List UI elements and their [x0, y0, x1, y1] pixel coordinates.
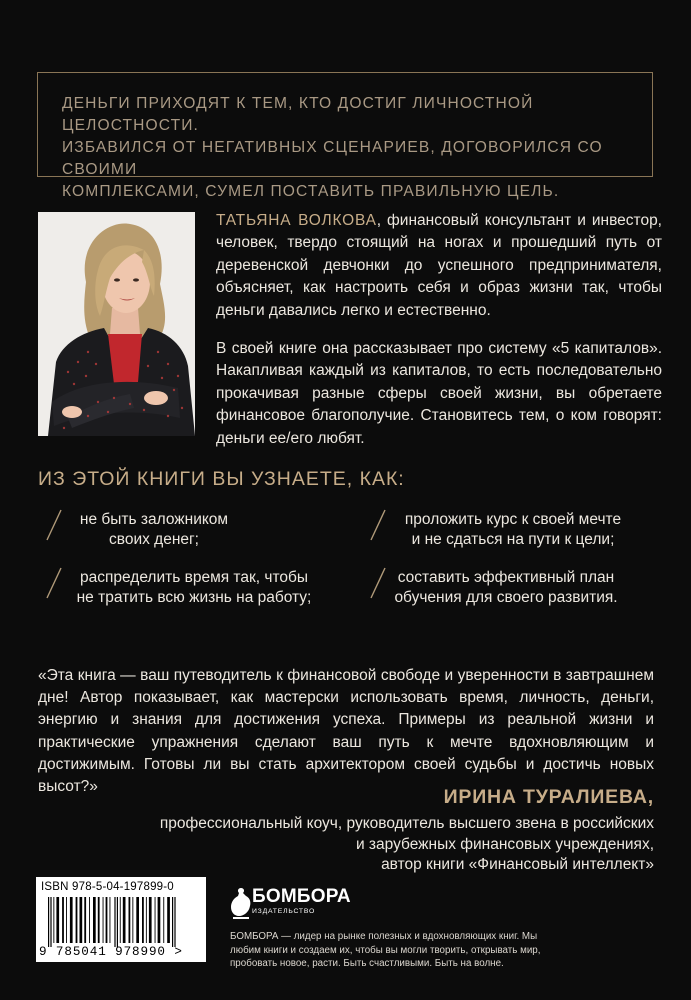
slash-icon [368, 566, 388, 600]
learn-item [386, 510, 640, 550]
barcode-bar [167, 897, 170, 943]
barcode-bar [146, 897, 147, 943]
learn-item-line: обучения для своего развития. [394, 589, 618, 606]
learn-item [56, 568, 332, 608]
epigraph-line: ДЕНЬГИ ПРИХОДЯТ К ТЕМ, КТО ДОСТИГ ЛИЧНОСТНОЙ ЦЕЛОСТНОСТИ. [62, 95, 534, 134]
barcode-bar [129, 897, 131, 943]
learn-item-line: своих денег; [109, 531, 199, 548]
author-bio [216, 210, 662, 466]
learn-item-line: не тратить всю жизнь на работу; [76, 589, 312, 606]
barcode-digits: 9 785041 978990 > [39, 945, 183, 959]
learn-item-line: распределить время так, чтобы [79, 569, 309, 586]
barcode-bar [136, 897, 139, 943]
bio-paragraph [216, 210, 662, 322]
slash-icon [368, 508, 388, 542]
barcode-bars [48, 897, 198, 947]
barcode-bar [70, 897, 73, 943]
isbn-label: ISBN 978-5-04-197899-0 [41, 881, 174, 893]
publisher-logo-subtitle: ИЗДАТЕЛЬСТВО [252, 908, 316, 915]
bio-paragraph-2: В своей книге она рассказывает про систему «5 капиталов». Накапливая каждый из капиталов, то есть последовательно прокачивая разные сферы своей жизни, вы обретаете финансовое благополучие. Становитесь тем, о ком говорят: деньги ее/его любят. [216, 340, 662, 447]
publisher-description: БОМБОРА — лидер на рынке полезных и вдохновляющих книг. Мы любим книги и создаем их, чтобы вы могли творить, открывать мир, пробовать новое, расти. Быть счастливыми. Быть на волне. [230, 931, 541, 969]
barcode-bar [80, 897, 83, 943]
barcode-bar [106, 897, 108, 943]
learn-item-line: составить эффективный план [397, 569, 615, 586]
learn-item [64, 510, 244, 550]
barcode-bar [56, 897, 59, 943]
epigraph-text [62, 93, 642, 203]
publisher-logo [230, 884, 350, 924]
barcode-bar [123, 897, 126, 943]
bio-paragraph-1-text: , финансовый консультант и инвестор, человек, твердо стоящий на ногах и прошедший путь от деревенской девчонки до успешного предпринимателя, объясняет, как настроить себя и образ жизни так, чтобы деньги давались легко и естественно. [216, 212, 662, 319]
review-quote: «Эта книга — ваш путеводитель к финансовой свободе и уверенности в завтрашнем дне! Автор показывает, как мастерски использовать время, личность, деньги, энергию и знания для достижения успеха. Примеры из реальной жизни и практические упражнения сделают ваш путь к мечте вдохновляющим и достижимым. Готовы ли вы стать архитектором своей судьбы и достичь новых высот?» [38, 667, 654, 796]
barcode-bar [48, 897, 49, 947]
barcode-bar [62, 897, 64, 943]
barcode-bar [84, 897, 86, 943]
publisher-logo-name: БОМБОРА [252, 886, 351, 907]
epigraph-line: КОМПЛЕКСАМИ, СУМЕЛ ПОСТАВИТЬ ПРАВИЛЬНУЮ ЦЕЛЬ. [62, 183, 560, 200]
barcode-bar [117, 897, 118, 947]
author-name: ТАТЬЯНА ВОЛКОВА [216, 212, 377, 229]
barcode-bar [93, 897, 96, 943]
barcode-bar [149, 897, 152, 943]
barcode-bar [155, 897, 156, 943]
learn-heading: ИЗ ЭТОЙ КНИГИ ВЫ УЗНАЕТЕ, КАК: [38, 468, 405, 490]
bomb-logo-icon [230, 884, 252, 920]
author-portrait-illustration [38, 212, 195, 436]
reviewer-name: ИРИНА ТУРАЛИЕВА, [443, 786, 654, 808]
barcode [36, 877, 206, 962]
barcode-bar [110, 897, 111, 943]
barcode-bar [98, 897, 100, 943]
slash-icon [44, 508, 64, 542]
barcode-bar [103, 897, 104, 943]
learn-item-line: проложить курс к своей мечте [404, 511, 622, 528]
reviewer-description-line: профессиональный коуч, руководитель высшего звена в российских [159, 815, 654, 832]
barcode-bar [142, 897, 144, 943]
barcode-bar [172, 897, 173, 947]
epigraph-frame [37, 72, 653, 200]
author-photo [38, 212, 195, 436]
barcode-bar [158, 897, 161, 943]
learn-item-line: и не сдаться на пути к цели; [411, 531, 615, 548]
barcode-bar [50, 897, 51, 947]
reviewer-description [134, 814, 654, 876]
barcode-bar [120, 897, 121, 943]
barcode-bar [132, 897, 133, 943]
learn-item-line: не быть заложником [79, 511, 229, 528]
barcode-bar [163, 897, 164, 943]
barcode-bar [174, 897, 175, 947]
barcode-bar [53, 897, 54, 943]
epigraph-line: ИЗБАВИЛСЯ ОТ НЕГАТИВНЫХ СЦЕНАРИЕВ, ДОГОВОРИЛСЯ СО СВОИМИ [62, 139, 603, 178]
reviewer-description-line: и зарубежных финансовых учреждениях, [355, 835, 654, 853]
barcode-bar [76, 897, 78, 943]
reviewer-description-line: автор книги «Финансовый интеллект» [381, 856, 654, 874]
barcode-bar [89, 897, 90, 943]
learn-item [386, 568, 626, 608]
barcode-bar [66, 897, 67, 943]
barcode-bar [114, 897, 115, 947]
